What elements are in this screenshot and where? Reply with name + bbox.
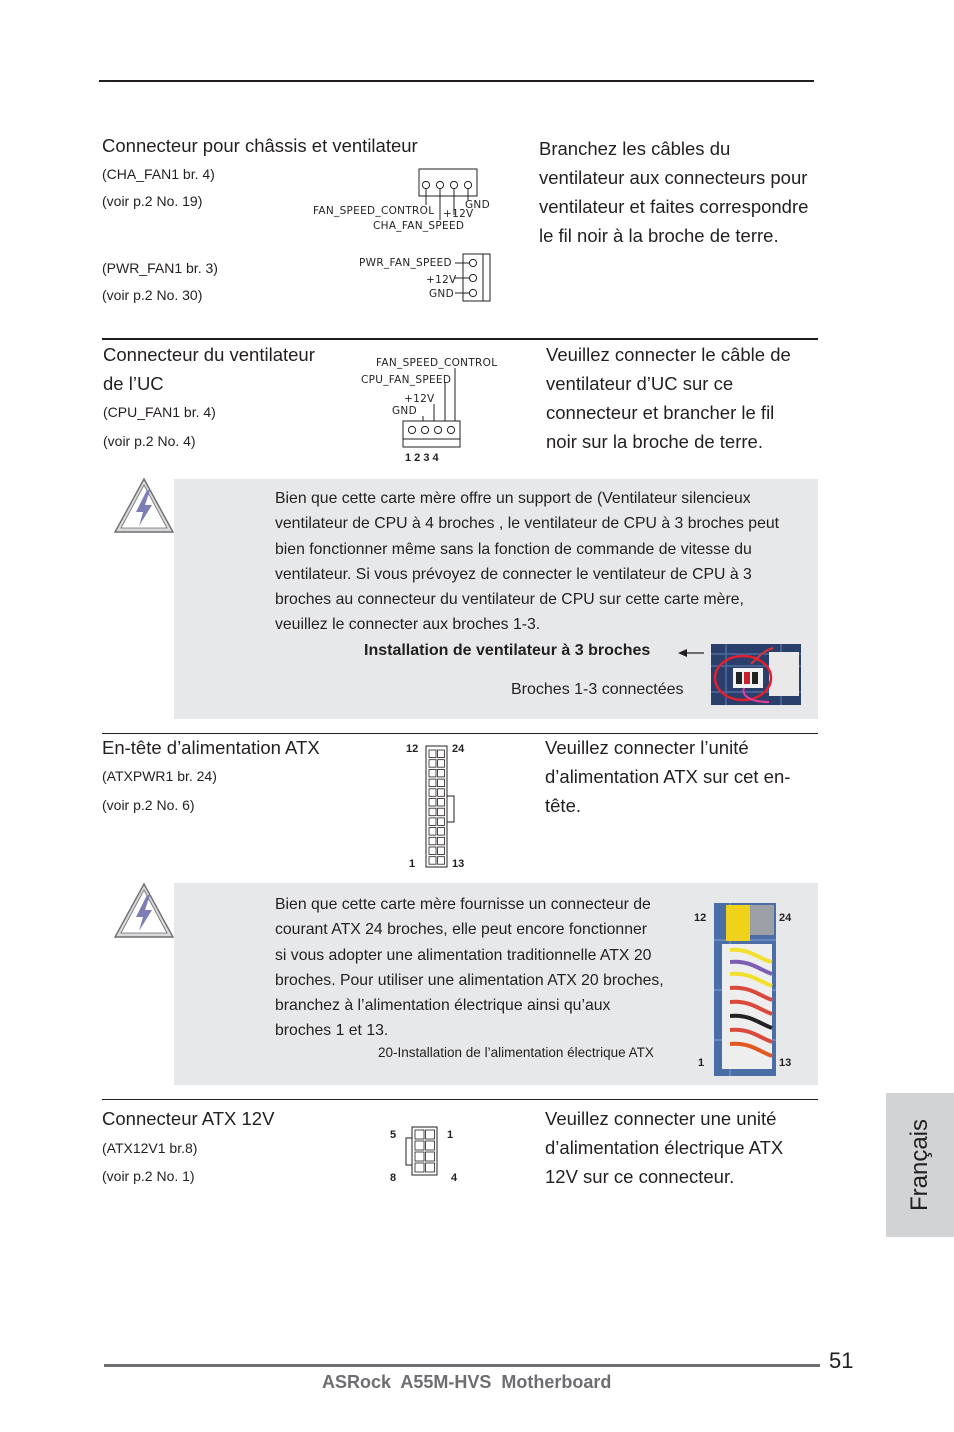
warning-icon bbox=[112, 476, 176, 536]
pwr-gnd-label: GND bbox=[429, 288, 454, 300]
atx12v-pin-5: 5 bbox=[390, 1129, 397, 1141]
photo-pin-13: 13 bbox=[779, 1057, 792, 1069]
pwr-fan-ref: (voir p.2 No. 30) bbox=[102, 287, 203, 303]
pwr-fan-id: (PWR_FAN1 br. 3) bbox=[102, 260, 218, 276]
pins-connected-label: Broches 1-3 connectées bbox=[511, 681, 684, 698]
desc-line: Branchez les câbles du bbox=[539, 138, 731, 159]
cpu-12v-label: +12V bbox=[404, 393, 435, 405]
desc-line: noir sur la broche de terre. bbox=[546, 431, 763, 452]
atx-pin-13: 13 bbox=[452, 858, 465, 870]
photo-pin-24: 24 bbox=[779, 912, 792, 924]
atx-pin-12: 12 bbox=[406, 743, 419, 755]
atx20-caption: 20-Installation de l’alimentation électrique ATX bbox=[378, 1045, 654, 1060]
note-line: ventilateur de CPU à 4 broches , le ventilateur de CPU à 3 broches peut bbox=[275, 515, 780, 533]
cha-fan-ref: (voir p.2 No. 19) bbox=[102, 193, 203, 209]
note1-text bbox=[275, 486, 820, 638]
note-line: Bien que cette carte mère fournisse un connecteur de bbox=[275, 896, 651, 913]
cha-12v-label: +12V bbox=[443, 208, 474, 220]
desc-line: ventilateur d’UC sur ce bbox=[546, 373, 734, 394]
note-line: si vous adopter une alimentation traditionnelle ATX 20 bbox=[275, 946, 652, 964]
pwr-12v-label: +12V bbox=[426, 274, 457, 286]
desc-line: tête. bbox=[545, 795, 581, 816]
cpu-gnd-label: GND bbox=[392, 405, 417, 417]
note-line: broches au connecteur du ventilateur de CPU sur cette carte mère, bbox=[275, 591, 744, 609]
install-label: Installation de ventilateur à 3 broches bbox=[364, 642, 651, 659]
atx12v-description bbox=[545, 1104, 825, 1191]
cha-speed-label: CHA_FAN_SPEED bbox=[373, 220, 465, 232]
atx-id: (ATXPWR1 br. 24) bbox=[102, 768, 217, 784]
desc-line: le fil noir à la broche de terre. bbox=[539, 225, 779, 246]
desc-line: ventilateur aux connecteurs pour bbox=[539, 167, 808, 188]
atx-install-photo bbox=[690, 900, 802, 1080]
atx-title: En-tête d’alimentation ATX bbox=[102, 737, 320, 758]
atx-pin-24: 24 bbox=[452, 743, 465, 755]
photo-pin-1: 1 bbox=[698, 1057, 705, 1069]
cpu-speed-label: CPU_FAN_SPEED bbox=[361, 374, 452, 386]
language-tab-label: Français bbox=[906, 1118, 933, 1212]
atx12v-ref: (voir p.2 No. 1) bbox=[102, 1168, 195, 1184]
atx12v-pin-4: 4 bbox=[451, 1172, 458, 1184]
photo-pin-12: 12 bbox=[694, 912, 707, 924]
language-tab[interactable] bbox=[886, 1093, 954, 1237]
desc-line: connecteur et brancher le fil bbox=[546, 402, 775, 423]
cpu-fsc-label: FAN_SPEED_CONTROL bbox=[376, 357, 498, 369]
cpu-fan-ref: (voir p.2 No. 4) bbox=[103, 433, 196, 449]
atx12v-diagram bbox=[385, 1124, 465, 1186]
top-rule bbox=[99, 80, 814, 82]
warning-icon bbox=[112, 881, 176, 941]
atx24-diagram bbox=[400, 738, 480, 873]
desc-line: d’alimentation ATX sur cet en- bbox=[545, 766, 791, 787]
cha-fsc-label: FAN_SPEED_CONTROL bbox=[313, 205, 435, 217]
cpu-fan-description bbox=[546, 340, 836, 456]
footer-rule bbox=[104, 1364, 820, 1367]
cpu-fan-id: (CPU_FAN1 br. 4) bbox=[103, 404, 216, 420]
desc-line: 12V sur ce connecteur. bbox=[545, 1166, 735, 1187]
atx12v-pin-1: 1 bbox=[447, 1129, 454, 1141]
note-line: courant ATX 24 broches, elle peut encore fonctionner bbox=[275, 921, 648, 939]
cha-fan-diagram bbox=[300, 160, 500, 240]
atx-description bbox=[545, 733, 825, 820]
chassis-title: Connecteur pour châssis et ventilateur bbox=[102, 135, 418, 156]
pwr-speed-label: PWR_FAN_SPEED bbox=[359, 257, 452, 269]
desc-line: Veuillez connecter le câble de bbox=[546, 344, 791, 365]
atx-ref: (voir p.2 No. 6) bbox=[102, 797, 195, 813]
desc-line: ventilateur et faites correspondre bbox=[539, 196, 809, 217]
cpu-fan-diagram bbox=[355, 350, 505, 465]
note-line: broches. Pour utiliser une alimentation ATX 20 broches, bbox=[275, 971, 664, 989]
desc-line: Veuillez connecter l’unité bbox=[545, 737, 749, 758]
cpu-fan-title-2: de l’UC bbox=[103, 373, 164, 394]
atx-pin-1: 1 bbox=[409, 858, 416, 870]
note-line: Bien que cette carte mère offre un support de (Ventilateur silencieux bbox=[275, 490, 751, 507]
note-line: veuillez le connecter aux broches 1-3. bbox=[275, 616, 541, 634]
atx12v-id: (ATX12V1 br.8) bbox=[102, 1140, 198, 1156]
note-line: ventilateur. Si vous prévoyez de connecter le ventilateur de CPU à 3 bbox=[275, 565, 752, 583]
cpu-pin-numbers: 1 2 3 4 bbox=[405, 452, 439, 464]
chassis-description bbox=[539, 134, 829, 250]
cpu-fan-title-1: Connecteur du ventilateur bbox=[103, 344, 315, 365]
page-number: 51 bbox=[829, 1348, 854, 1373]
fan-install-photo bbox=[711, 644, 801, 705]
section-rule bbox=[102, 1099, 818, 1100]
desc-line: Veuillez connecter une unité bbox=[545, 1108, 777, 1129]
footer-title: ASRock A55M-HVS Motherboard bbox=[322, 1372, 612, 1392]
cha-fan-id: (CHA_FAN1 br. 4) bbox=[102, 166, 215, 182]
atx12v-title: Connecteur ATX 12V bbox=[102, 1108, 275, 1129]
note-line: broches 1 et 13. bbox=[275, 1022, 389, 1040]
pwr-fan-diagram bbox=[355, 250, 500, 305]
atx12v-pin-8: 8 bbox=[390, 1172, 397, 1184]
cha-gnd-label: GND bbox=[465, 199, 490, 211]
arrow-left-icon bbox=[676, 646, 706, 660]
note-line: branchez à l’alimentation électrique ainsi qu’aux bbox=[275, 997, 611, 1015]
note-line: bien fonctionner même sans la fonction de commande de vitesse du bbox=[275, 540, 752, 558]
desc-line: d’alimentation électrique ATX bbox=[545, 1137, 784, 1158]
note2-text bbox=[275, 892, 695, 1044]
